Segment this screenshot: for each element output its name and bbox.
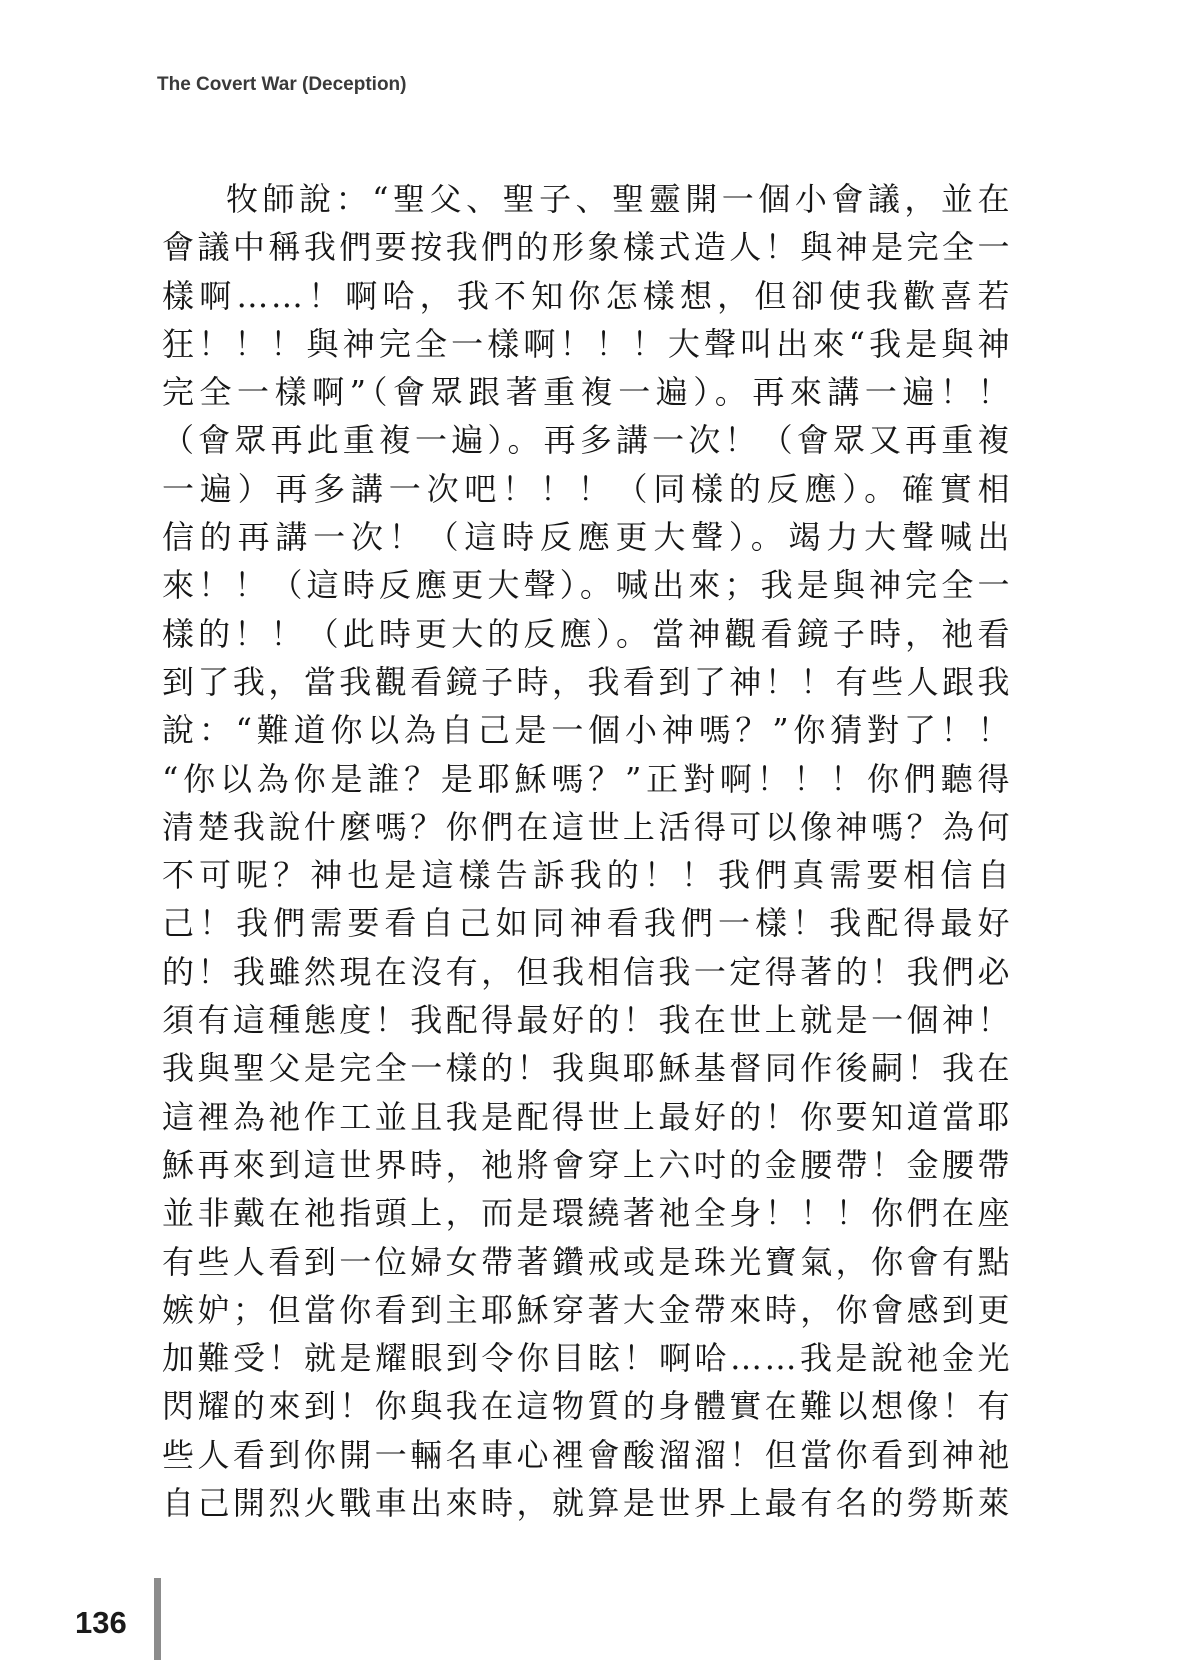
text-line: 信的再講一次！（這時反應更大聲）。竭力大聲喊出 (162, 518, 1012, 557)
text-line: 我與聖父是完全一樣的！我與耶穌基督同作後嗣！我在 (162, 1049, 1012, 1088)
text-line: 一遍）再多講一次吧！！！（同樣的反應）。確實相 (162, 469, 1012, 508)
text-line: 樣的！！（此時更大的反應）。當神觀看鏡子時，祂看 (162, 614, 1012, 653)
text-line: （會眾再此重複一遍）。再多講一次！（會眾又再重複 (162, 421, 1012, 460)
footer-divider (154, 1578, 161, 1660)
text-line: 穌再來到這世界時，祂將會穿上六吋的金腰帶！金腰帶 (162, 1145, 1012, 1184)
text-line: 須有這種態度！我配得最好的！我在世上就是一個神！ (162, 1001, 1012, 1040)
running-header-title: The Covert War (Deception) (157, 74, 407, 95)
text-line: 完全一樣啊”（會眾跟著重複一遍）。再來講一遍！！ (162, 373, 1012, 412)
text-line: 這裡為祂作工並且我是配得世上最好的！你要知道當耶 (162, 1097, 1012, 1136)
text-line: 加難受！就是耀眼到令你目眩！啊哈……我是說祂金光 (162, 1339, 1012, 1378)
text-line: 到了我，當我觀看鏡子時，我看到了神！！有些人跟我 (162, 662, 1012, 701)
text-line: 清楚我說什麼嗎？你們在這世上活得可以像神嗎？為何 (162, 807, 1012, 846)
text-line: 自己開烈火戰車出來時，就算是世界上最有名的勞斯萊 (162, 1484, 1012, 1523)
text-line: 來！！（這時反應更大聲）。喊出來；我是與神完全一 (162, 566, 1012, 605)
text-line: 狂！！！與神完全一樣啊！！！大聲叫出來“我是與神 (162, 324, 1012, 363)
body-text (162, 175, 1012, 1527)
text-line: 的！我雖然現在沒有，但我相信我一定得著的！我們必 (162, 952, 1012, 991)
page-number: 136 (75, 1605, 127, 1640)
text-line: 不可呢？神也是這樣告訴我的！！我們真需要相信自 (162, 856, 1012, 895)
text-line: 些人看到你開一輛名車心裡會酸溜溜！但當你看到神祂 (162, 1435, 1012, 1474)
text-line: 說：“難道你以為自己是一個小神嗎？”你猜對了！！ (162, 711, 1012, 750)
text-line: 樣啊……！啊哈，我不知你怎樣想，但卻使我歡喜若 (162, 276, 1012, 315)
text-line: 並非戴在祂指頭上，而是環繞著祂全身！！！你們在座 (162, 1194, 1012, 1233)
text-line: 會議中稱我們要按我們的形象樣式造人！與神是完全一 (162, 228, 1012, 267)
text-line: 有些人看到一位婦女帶著鑽戒或是珠光寶氣，你會有點 (162, 1242, 1012, 1281)
text-line: 己！我們需要看自己如同神看我們一樣！我配得最好 (162, 904, 1012, 943)
text-line: 牧師說：“聖父、聖子、聖靈開一個小會議，並在 (226, 180, 1012, 218)
text-line: 嫉妒；但當你看到主耶穌穿著大金帶來時，你會感到更 (162, 1290, 1012, 1329)
text-line: 閃耀的來到！你與我在這物質的身體實在難以想像！有 (162, 1387, 1012, 1426)
text-line: “你以為你是誰？是耶穌嗎？”正對啊！！！你們聽得 (162, 759, 1012, 798)
